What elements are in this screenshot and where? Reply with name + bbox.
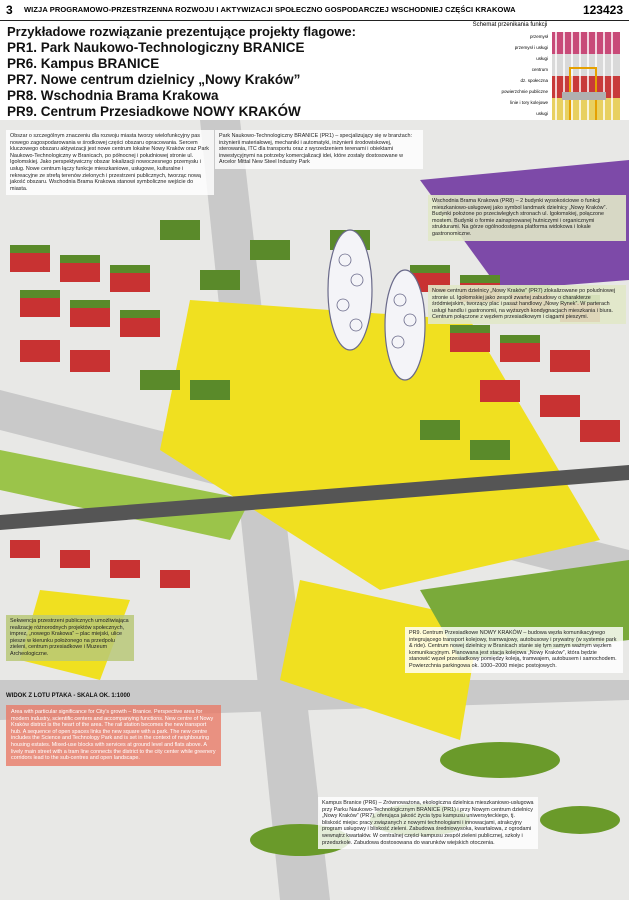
schema-label: powierzchnie publiczne: [501, 89, 548, 94]
title-pr6: PR6. Kampus BRANICE: [7, 56, 160, 71]
schema-label: przemysł: [529, 34, 548, 39]
gate-description: Wschodnia Brama Krakowa (PR8) – 2 budynki wysokościowe o funkcji mieszkaniowo-usługowej jako symbol landmark dzielnicy „Nowy Kraków”. Budynki położone po przeciwległych stronach ul. Igołomskiej, połączone mostem. Budynki o formie zainspirowanej hutniczymi i organicznymi strukturami. Na górze ogólnodostępna platforma widokowa i lokale gastronomiczne.: [428, 195, 626, 241]
schema-label: usługi: [536, 111, 548, 116]
schema-label: dz. społeczna: [520, 78, 548, 83]
center-description: Nowe centrum dzielnicy „Nowy Kraków” (PR7) zlokalizowane po południowej stronie ul. Igołomskiej jako zespół zwartej zabudowy o charakterze śródmiejskim, tworzący plac i pasaż handlowy „Nowy Rynek”. W parterach usługi handlu i gastronomii, na wyższych kondygnacjach mieszkania i biura. Centrum połączone z węzłem przesiadkowym i ciągami pieszymi.: [428, 285, 626, 324]
schema-label: usługi: [536, 56, 548, 61]
transfer-description: PR9. Centrum Przesiadkowe NOWY KRAKÓW – budowa węzła komunikacyjnego integrującego transport kolejowy, tramwajowy, autobusowy i prywatny (w systemie park & ride). Centrum nowej dzielnicy w Branicach stanie się tym samym ważnym węzłem komunikacyjnym. Planowana jest stacja kolejowa „Nowy Kraków”, która będzie stanowić węzeł przesiadkowy pomiędzy koleją, tramwajem, autobusem i samochodem. Powierzchnia parkingowa ok. 1000–2000 miejsc postojowych.: [405, 627, 623, 673]
view-caption: WIDOK Z LOTU PTAKA - SKALA OK. 1:1000: [6, 693, 131, 699]
title-pr9: PR9. Centrum Przesiadkowe NOWY KRAKÓW: [7, 104, 301, 119]
schema-title: Schemat przenikania funkcji: [472, 22, 548, 28]
title-pr7: PR7. Nowe centrum dzielnicy „Nowy Kraków”: [7, 72, 301, 87]
english-summary: Area with particular significance for City's growth – Branice. Perspective area for modern industry, scientific centers and accompanying functions. New centre of Nowy Kraków district is the heart of the area. The rail station becomes the new transport hub. A sequence of open spaces links the new square with a park. The new centre includes the Science and Technology Park and is set in the context of neighbouring housing estates. Mixed-use blocks with services at ground level and flats above. A lively main street with a tram line connects the district to the city center while greenery corridors lead to the sub-centres and open landscape.: [6, 705, 221, 766]
campus-description: Kampus Branice (PR6) – Zrównoważona, ekologiczna dzielnica mieszkaniowo-usługowa przy Parku Naukowo-Technologicznym BRANICE (PR1) i przy Nowym centrum dzielnicy „Nowy Kraków” (PR7), oferująca jakość życia typu kampusu uniwersyteckiego, tj. bliskość miejsc pracy związanych z nowymi technologiami i innowacjami, atrakcyjny program usługowy i bliskość zieleni. Zabudowa średniowysoka, kwartałowa, z ogrodami wewnątrz kwartałów. W centralnej części kampusu zespół zieleni publicznej, szkoły i przedszkole. Zabudowa dostosowana do warunków wiejskich otoczenia.: [318, 797, 538, 849]
intro-text: Obszar o szczególnym znaczeniu dla rozwoju miasta tworzy wielofunkcyjny pas nowego zagospodarowania w środkowej części obszaru opracowania. Sercem kluczowego obszaru aktywizacji jest nowe centrum lokalne Nowy Kraków oraz Park Naukowo-Technologiczny w Branicach, po północnej i południowej stronie ul. Igołomskiej. Jako perspektywiczny obszar lokalizacji nowoczesnego przemysłu i usług. Nowe centrum łączy funkcje mieszkaniowe, usługowe, kulturalne i rekreacyjne ze strefą terenów zielonych i przestrzeni publicznych, tworząc nową jakość obszaru. Wschodnia Brama Krakowa stanowi symboliczne wejście do miasta.: [6, 130, 214, 195]
project-titles: [7, 24, 412, 120]
titles-heading: Przykładowe rozwiązanie prezentujące projekty flagowe:: [7, 24, 356, 39]
park-description: Park Naukowo-Technologiczny BRANICE (PR1) – specjalizujący się w branżach: inżynierii materiałowej, mechaniki i automatyki, inżynierii środowiskowej, sterowania, ITC dla transportu oraz z wyrzedzeniem terenami i obiektami inwestycyjnymi na potrzeby komercjalizacji idei, które zostały dostosowane w Arcelor Mittal New Steel Industry Park: [215, 130, 423, 169]
schema-label: linie i tory kolejowe: [510, 100, 548, 105]
page-header: [0, 0, 629, 21]
sequence-caption: Sekwencja przestrzeni publicznych umożliwiająca realizację różnorodnych projektów społecznych, imprez, „nowego Krakowa” – plac miejski, ulice piesze w kierunku położonego na przedpolu zieleni, centrum przesiadkowe i Muzeum Archeologiczne.: [6, 615, 134, 661]
page-number: 3: [6, 3, 13, 17]
schema-label: centrum: [531, 67, 548, 72]
title-pr1: PR1. Park Naukowo-Technologiczny BRANICE: [7, 40, 305, 55]
board-code: 123423: [582, 3, 623, 17]
title-pr8: PR8. Wschodnia Brama Krakowa: [7, 88, 219, 103]
header-title: WIZJA PROGRAMOWO-PRZESTRZENNA ROZWOJU I AKTYWIZACJI SPOŁECZNO GOSPODARCZEJ WSCHODNIEJ CZĘŚCI KRAKOWA: [24, 5, 516, 14]
schema-label: przemysł i usługi: [514, 45, 548, 50]
